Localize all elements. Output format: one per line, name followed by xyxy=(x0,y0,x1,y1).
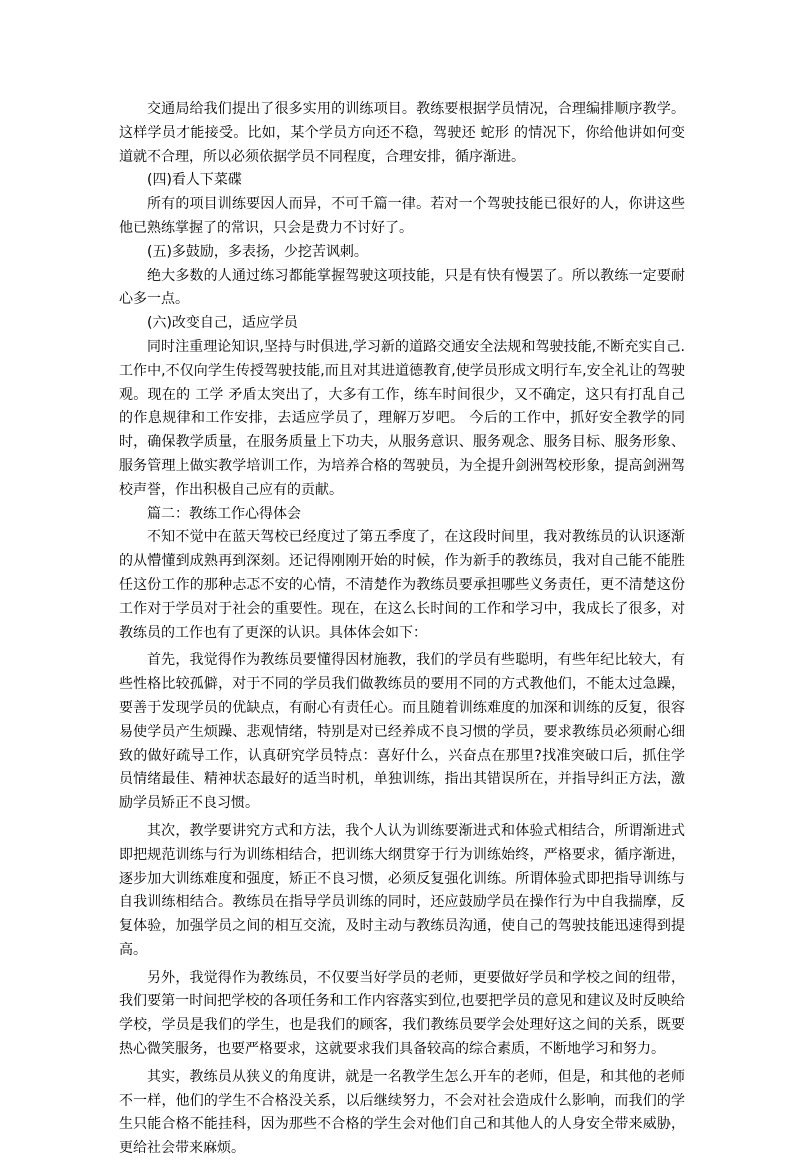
paragraph-individualize: 所有的项目训练要因人而异，不可千篇一律。若对一个驾驶技能已很好的人，你讲这些他已熟练掌握了的常识，只会是费力不讨好了。 xyxy=(119,196,685,236)
paragraph-bridge-role: 另外，我觉得作为教练员，不仅要当好学员的老师，更要做好学员和学校之间的纽带，我们要第一时间把学校的各项任务和工作内容落实到位,也要把学员的意见和建议及时反映给学校，学员是我们的学生，也是我们的顾客，我们教练员要学会处理好这之间的关系，既要热心微笑服务，也要严格要求，这就要求我们具备较高的综合素质，不断地学习和努力。 xyxy=(119,969,685,1058)
paragraph-responsibility: 其实，教练员从狭义的角度讲，就是一名教学生怎么开车的老师，但是，和其他的老师不一样，他们的学生不合格没关系，以后继续努力，不会对社会造成什么影响，而我们的学生只能合格不能挂科，因为那些不合格的学生会对他们自己和其他人的人身安全带来威胁，更给社会带来麻烦。 xyxy=(119,1068,685,1157)
paragraph-intro-training-items: 交通局给我们提出了很多实用的训练项目。教练要根据学员情况，合理编排顺序教学。这样学员才能接受。比如，某个学员方向还不稳，驾驶还 蛇形 的情况下，你给他讲如何变道就不合理，所以必须依据学员不同程度，合理安排，循序渐进。 xyxy=(119,101,685,165)
article-heading-part-2: 篇二：教练工作心得体会 xyxy=(147,505,301,522)
section-heading-5: (五)多鼓励，多表扬，少挖苦讽刺。 xyxy=(147,243,368,260)
paragraph-adapt-to-students: 同时注重理论知识,坚持与时俱进,学习新的道路交通安全法规和驾驶技能,不断充实自己.工作中,不仅向学生传授驾驶技能,而且对其进道德教育,使学员形成文明行车,安全礼让的驾驶观。现在的 工学 矛盾太突出了，大多有工作，练车时间很少，又不确定，这只有打乱自己的作息规律和工作安排，去适应学员了，理解万岁吧。 今后的工作中，抓好安全教学的同时，确保教学质量，在服务质量上下功夫，从服务意识、服务观念、服务目标、服务形象、服务管理上做实教学培训工作，为培养合格的驾驶员，为全提升剑洲驾校形象，提高剑洲驾校声誉，作出积极自己应有的贡献。 xyxy=(119,338,685,498)
paragraph-teaching-methods: 其次，教学要讲究方式和方法，我个人认为训练要渐进式和体验式相结合，所谓渐进式即把规范训练与行为训练相结合，把训练大纲贯穿于行为训练始终，严格要求，循序渐进，逐步加大训练难度和强度，矫正不良习惯，必须反复强化训练。所谓体验式即把指导训练与自我训练相结合。教练员在指导学员训练的同时，还应鼓励学员在操作行为中自我揣摩，反复体验，加强学员之间的相互交流，及时主动与教练员沟通，使自己的驾驶技能迅速得到提高。 xyxy=(119,822,685,958)
paragraph-patience: 绝大多数的人通过练习都能掌握驾驶这项技能，只是有快有慢罢了。所以教练一定要耐心多一点。 xyxy=(119,267,685,308)
section-heading-4: (四)看人下菜碟 xyxy=(147,172,242,189)
section-heading-6: (六)改变自己，适应学员 xyxy=(147,315,298,332)
paragraph-experience-intro: 不知不觉中在蓝天驾校已经度过了第五季度了，在这段时间里，我对教练员的认识逐渐的从懵懂到成熟再到深刻。还记得刚刚开始的时候，作为新手的教练员，我对自己能不能胜任这份工作的那种忐忑不安的心情，不清楚作为教练员要承担哪些义务责任，更不清楚这份工作对于学员对于社会的重要性。现在，在这么长时间的工作和学习中，我成长了很多，对教练员的工作也有了更深的认识。具体体会如下： xyxy=(119,529,685,641)
paragraph-teach-by-aptitude: 首先，我觉得作为教练员要懂得因材施教，我们的学员有些聪明，有些年纪比较大，有些性格比较孤僻，对于不同的学员我们做教练员的要用不同的方式教他们，不能太过急躁，要善于发现学员的优缺点，有耐心有责任心。而且随着训练难度的加深和训练的反复，很容易使学员产生烦躁、悲观情绪，特别是对已经养成不良习惯的学员，要求教练员必须耐心细致的做好疏导工作，认真研究学员特点：喜好什么，兴奋点在那里?找准突破口后，抓住学员情绪最佳、精神状态最好的适当时机，单独训练，指出其错误所在，并指导纠正方法，激励学员矫正不良习惯。 xyxy=(119,652,685,812)
document-body xyxy=(119,98,685,1161)
